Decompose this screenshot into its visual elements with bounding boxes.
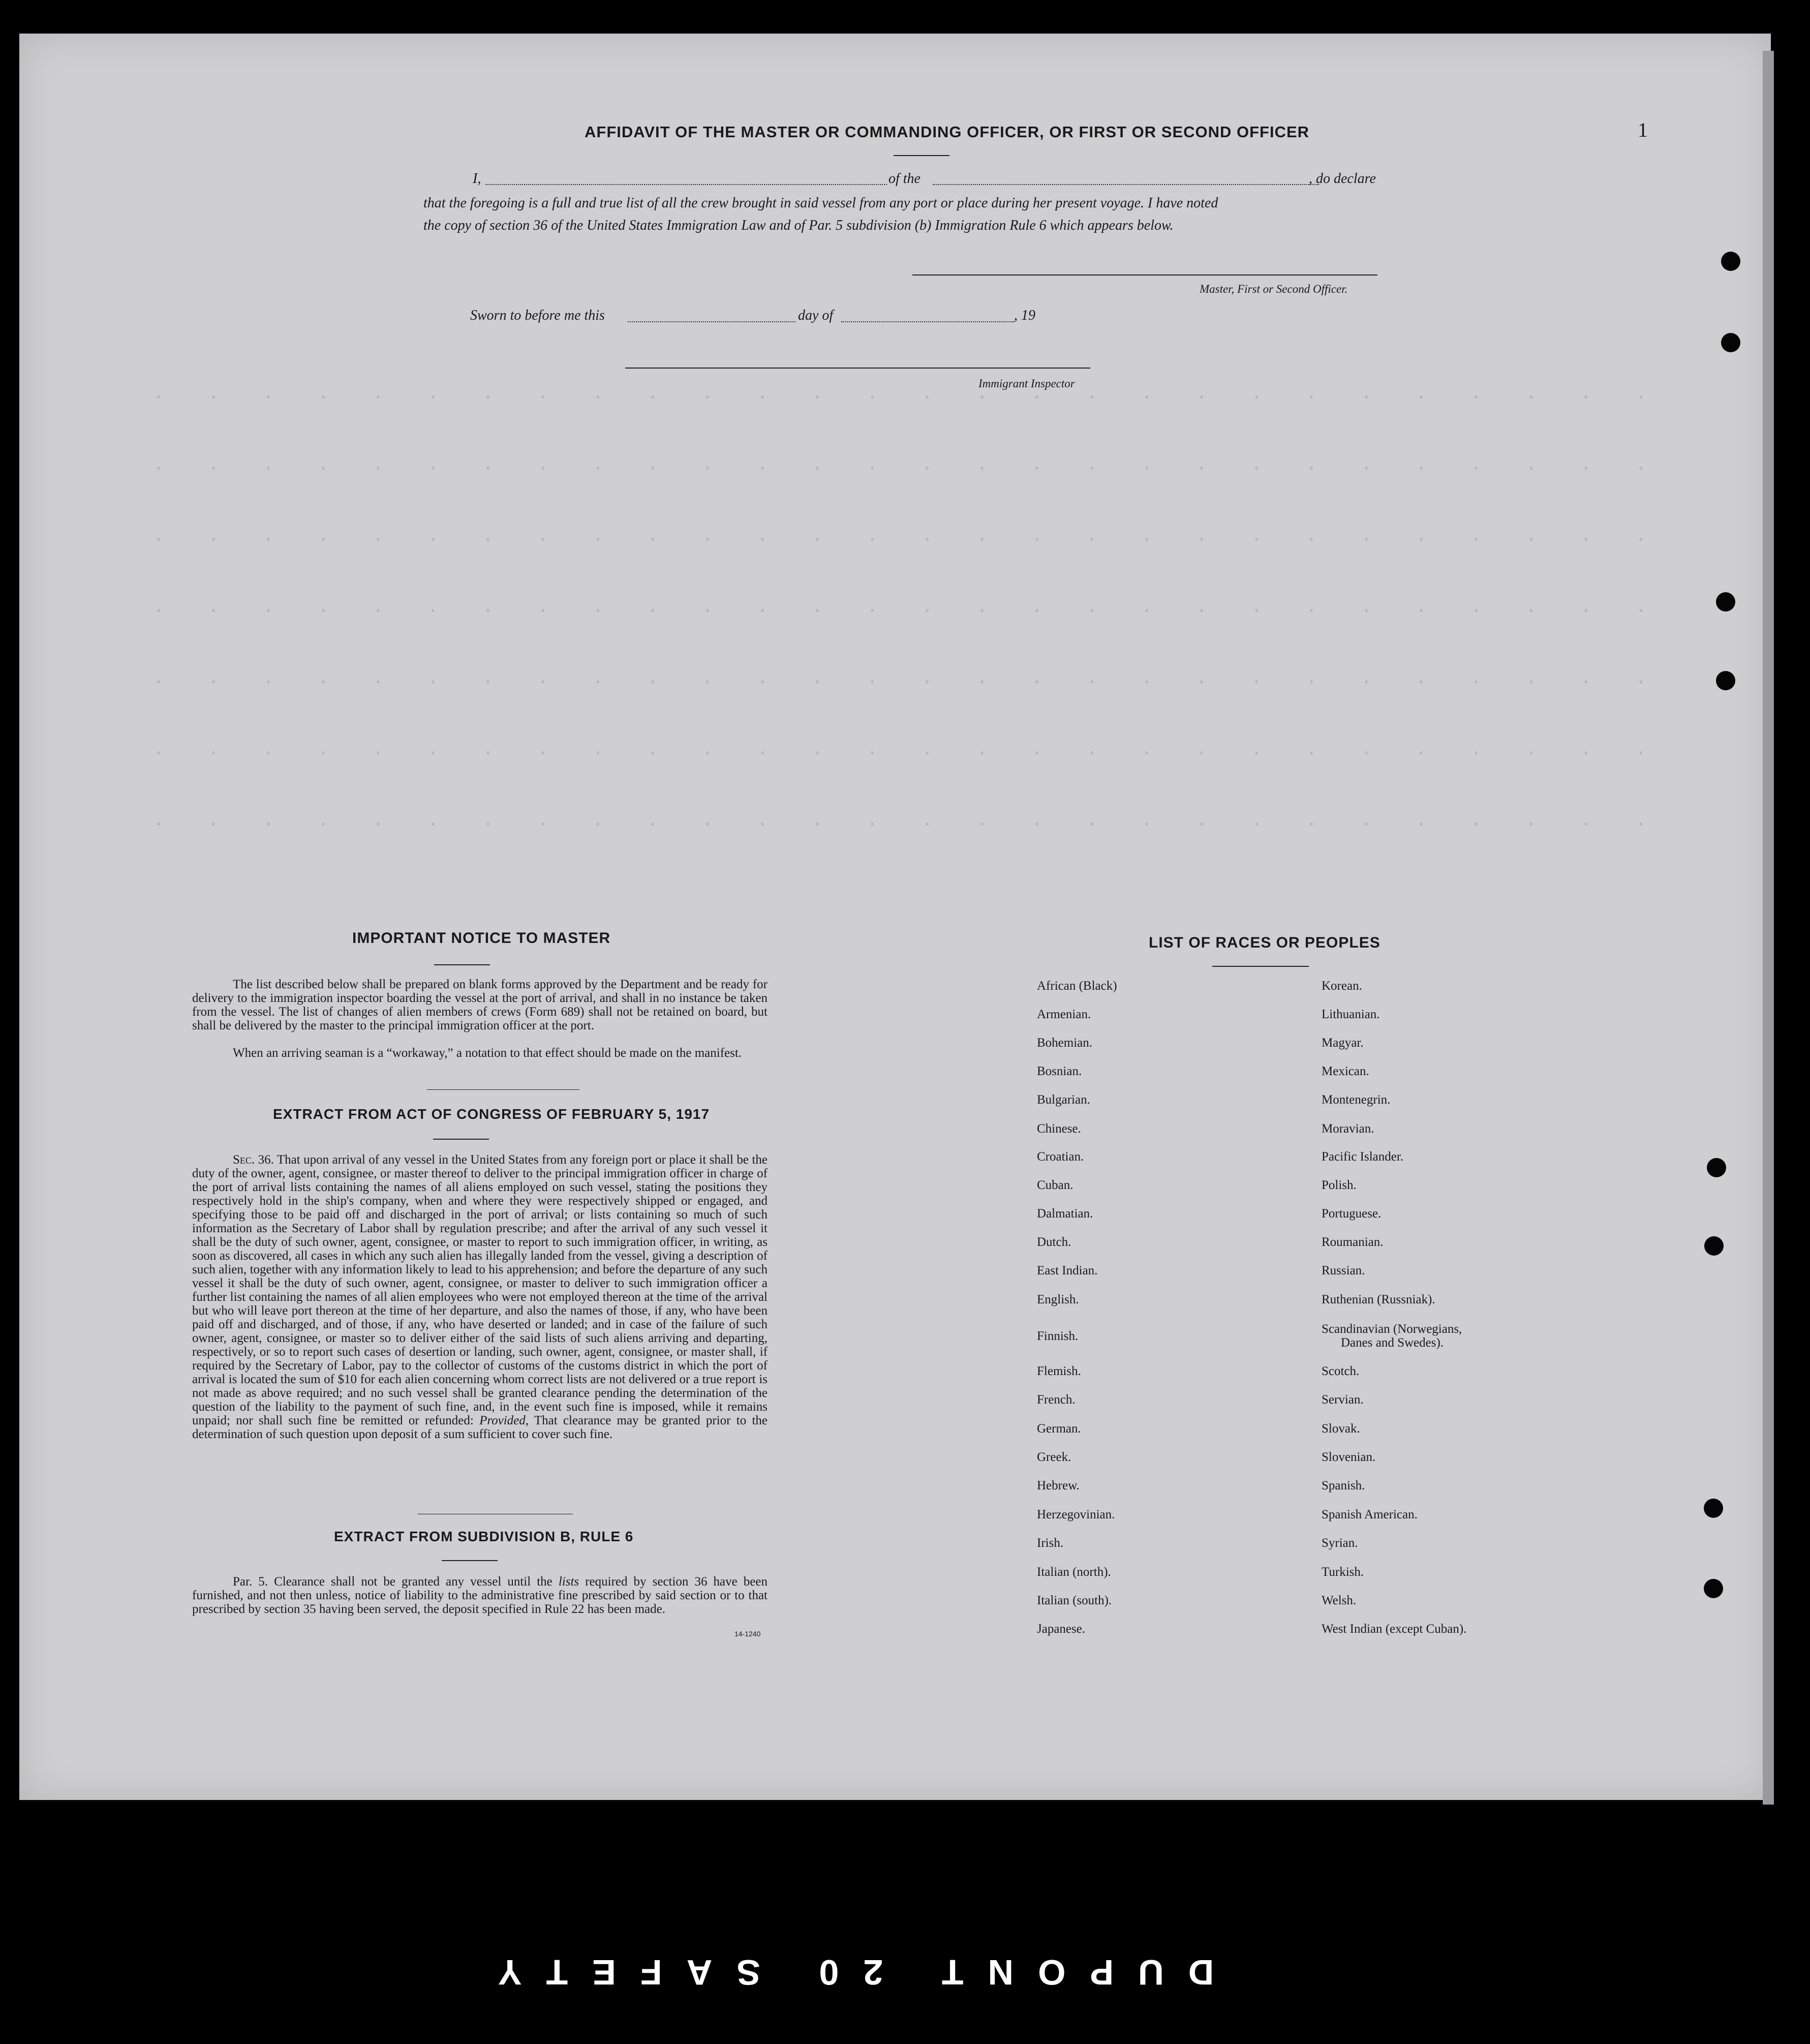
section-label: Sec. 36. xyxy=(233,1153,274,1167)
divider xyxy=(427,1089,579,1090)
inspector-signature-label: Immigrant Inspector xyxy=(978,377,1075,390)
affidavit-of-the-label: of the xyxy=(888,171,921,187)
race-entry: Finnish. xyxy=(1037,1329,1079,1343)
master-signature-label: Master, First or Second Officer. xyxy=(1200,283,1348,295)
race-entry: Korean. xyxy=(1322,979,1362,993)
rule-extract-text xyxy=(192,1575,768,1616)
race-entry: Slovak. xyxy=(1322,1422,1360,1436)
binder-hole xyxy=(1704,1499,1723,1518)
rule-extract-title: EXTRACT FROM SUBDIVISION B, RULE 6 xyxy=(334,1529,634,1544)
lists-word: lists xyxy=(558,1575,579,1589)
race-entry: Servian. xyxy=(1322,1393,1364,1407)
race-entry: Dalmatian. xyxy=(1037,1207,1093,1221)
race-entry: Scotch. xyxy=(1322,1364,1360,1378)
race-entry: French. xyxy=(1037,1393,1076,1407)
notice-paragraph-2: When an arriving seaman is a “workaway,” a notation to that effect should be made on the manifest. xyxy=(233,1046,742,1060)
notice-paragraph-1: The list described below shall be prepared on blank forms approved by the Department and be ready for delivery to the immigration inspector boarding the vessel at the port of arrival, and shall in no instance be taken from the vessel. The list of changes of alien members of crews (Form 689) shall not be retained on board, but shall be delivered by the master to the principal immigration officer at the port. xyxy=(192,978,768,1032)
race-entry: Italian (south). xyxy=(1037,1594,1112,1607)
race-entry: Armenian. xyxy=(1037,1008,1091,1021)
race-entry: Ruthenian (Russniak). xyxy=(1322,1293,1435,1306)
notice-title: IMPORTANT NOTICE TO MASTER xyxy=(352,930,611,947)
divider xyxy=(433,1139,489,1140)
binder-hole xyxy=(1721,252,1740,271)
binder-hole xyxy=(1707,1158,1726,1177)
race-entry: Croatian. xyxy=(1037,1150,1084,1164)
vessel-field-line xyxy=(933,184,1319,185)
race-entry: Spanish American. xyxy=(1322,1508,1418,1521)
rule-text-b: required by section 36 have been furnished, and not then unless, notice of liability to the administrative fine prescribed by said section or to that prescribed by section 35 having been served, the deposit specified in Rule 22 has been made. xyxy=(192,1575,768,1616)
race-entry: Pacific Islander. xyxy=(1322,1150,1404,1164)
master-signature-line xyxy=(912,274,1377,276)
act-extract-title: EXTRACT FROM ACT OF CONGRESS OF FEBRUARY 5, 1917 xyxy=(273,1106,710,1122)
race-entry: Spanish. xyxy=(1322,1479,1365,1492)
race-entry: Russian. xyxy=(1322,1264,1365,1277)
race-entry-continuation: Danes and Swedes). xyxy=(1341,1336,1444,1350)
race-entry: Bohemian. xyxy=(1037,1036,1093,1050)
race-entry: Moravian. xyxy=(1322,1122,1374,1136)
section-text: That upon arrival of any vessel in the United States from any foreign port or place it shall be the duty of the owner, agent, consignee, or master thereof to deliver to the principal immigration officer in charge of the port of arrival lists containing the names of all aliens employed on such vessel, stating the positions they respectively hold in the ship's company, when and where they were respectively shipped or engaged, and specifying those to be paid off and discharged in the port of arrival; or lists containing so much of such information as the Secretary of Labor shall by regulation prescribe; and after the arrival of any such vessel it shall be the duty of such owner, agent, consignee, or master to report to such immigration officer, in writing, as soon as discovered, all cases in which any such alien has illegally landed from the vessel, giving a description of such alien, together with any information likely to lead to his apprehension; and before the departure of any such vessel it shall be the duty of such owner, agent, consignee, or master to deliver to such immigration officer a further list containing the names of all alien employees who were not employed thereon at the time of the arrival but who will leave port thereon at the time of her departure, and also the names of those, if any, who have been paid off and discharged, and of those, if any, who have deserted or landed; and in case of the failure of such owner, agent, consignee, or master so to deliver either of the said lists of such aliens arriving and departing, respectively, or so to report such cases of desertion or landing, such owner, agent, consignee, or master shall, if required by the Secretary of Labor, pay to the collector of customs of the customs district in which the port of arrival is located the sum of $10 for each alien concerning whom correct lists are not delivered or a true report is not made as above required; and no such vessel shall be granted clearance pending the determination of the question of the liability to the payment of such fine, and, in the event such fine is imposed, while it remains unpaid; nor shall such fine be remitted or refunded: xyxy=(192,1153,768,1427)
binder-hole xyxy=(1716,671,1735,690)
race-entry: Greek. xyxy=(1037,1450,1071,1464)
race-entry: Welsh. xyxy=(1322,1594,1357,1607)
show-through-text: · · · · · · · · · · · · · · · · · · · · · · · · · · · · xyxy=(152,671,1663,694)
race-entry: Slovenian. xyxy=(1322,1450,1376,1464)
sworn-month-line xyxy=(841,321,1014,322)
show-through-text: · · · · · · · · · · · · · · · · · · · · · · · · · · · · xyxy=(152,457,1663,480)
affidavit-i-label: I, xyxy=(473,171,481,187)
race-entry: Italian (north). xyxy=(1037,1565,1111,1579)
race-entry: Hebrew. xyxy=(1037,1479,1080,1492)
show-through-text: · · · · · · · · · · · · · · · · · · · · · · · · · · · · xyxy=(152,529,1663,552)
binder-hole xyxy=(1704,1236,1724,1256)
inspector-signature-line xyxy=(625,368,1090,369)
day-of-label: day of xyxy=(798,308,834,323)
race-entry: Syrian. xyxy=(1322,1536,1358,1550)
document-page xyxy=(19,34,1771,1800)
binder-hole xyxy=(1721,333,1740,352)
rule-text-a: Par. 5. Clearance shall not be granted any vessel until the xyxy=(233,1575,553,1589)
race-entry: German. xyxy=(1037,1422,1081,1436)
form-number: 14-1240 xyxy=(734,1630,761,1638)
race-entry: Chinese. xyxy=(1037,1122,1081,1136)
race-entry: Polish. xyxy=(1322,1178,1357,1192)
race-entry: Turkish. xyxy=(1322,1565,1364,1579)
race-entry: Lithuanian. xyxy=(1322,1008,1380,1021)
race-entry: African (Black) xyxy=(1037,979,1117,993)
divider xyxy=(1212,966,1309,967)
divider xyxy=(894,155,949,156)
page-edge xyxy=(1763,51,1774,1805)
race-entry: Roumanian. xyxy=(1322,1235,1384,1249)
race-entry: Portuguese. xyxy=(1322,1207,1382,1221)
race-entry: Dutch. xyxy=(1037,1235,1071,1249)
affidavit-declare-label: , do declare xyxy=(1309,171,1376,187)
year-label: , 19 xyxy=(1014,308,1035,323)
show-through-text: · · · · · · · · · · · · · · · · · · · · · · · · · · · · xyxy=(152,600,1663,623)
provided-label: Provided, xyxy=(479,1414,529,1427)
show-through-text: · · · · · · · · · · · · · · · · · · · · · · · · · · · · xyxy=(152,742,1663,765)
race-entry: Bosnian. xyxy=(1037,1064,1082,1078)
name-field-line xyxy=(485,184,887,185)
race-entry: Irish. xyxy=(1037,1536,1064,1550)
affidavit-title: AFFIDAVIT OF THE MASTER OR COMMANDING OFFICER, OR FIRST OR SECOND OFFICER xyxy=(585,123,1310,141)
sworn-day-line xyxy=(628,321,795,322)
binder-hole xyxy=(1704,1579,1723,1598)
show-through-text: · · · · · · · · · · · · · · · · · · · · · · · · · · · · xyxy=(152,813,1663,836)
race-entry: Mexican. xyxy=(1322,1064,1369,1078)
page-mark: 1 xyxy=(1638,118,1648,141)
binder-hole xyxy=(1716,592,1735,612)
race-entry: West Indian (except Cuban). xyxy=(1322,1622,1467,1636)
race-entry: Scandinavian (Norwegians, xyxy=(1322,1322,1462,1336)
divider xyxy=(442,1560,498,1561)
race-entry: Magyar. xyxy=(1322,1036,1364,1050)
race-entry: English. xyxy=(1037,1293,1079,1306)
race-entry: Japanese. xyxy=(1037,1622,1086,1636)
race-entry: East Indian. xyxy=(1037,1264,1098,1277)
section-text-end: That clearance may be granted prior to the determination of such question upon deposit of a sum sufficient to cover such fine. xyxy=(192,1414,768,1441)
race-entry: Flemish. xyxy=(1037,1364,1081,1378)
film-edge-label: DUPONT 20 SAFETY xyxy=(473,1953,1214,1992)
race-entry: Herzegovinian. xyxy=(1037,1508,1115,1521)
affidavit-text-1: that the foregoing is a full and true list of all the crew brought in said vessel from any port or place during her present voyage. I have noted xyxy=(423,195,1218,211)
races-title: LIST OF RACES OR PEOPLES xyxy=(1149,934,1380,951)
race-entry: Cuban. xyxy=(1037,1178,1073,1192)
divider xyxy=(434,964,490,965)
affidavit-text-2: the copy of section 36 of the United States Immigration Law and of Par. 5 subdivision (b) Immigration Rule 6 which appears below. xyxy=(423,218,1174,233)
race-entry: Montenegrin. xyxy=(1322,1093,1391,1107)
act-extract-text xyxy=(192,1153,768,1441)
sworn-label: Sworn to before me this xyxy=(470,308,605,323)
race-entry: Bulgarian. xyxy=(1037,1093,1090,1107)
show-through-text: · · · · · · · · · · · · · · · · · · · · · · · · · · · · xyxy=(152,386,1663,409)
